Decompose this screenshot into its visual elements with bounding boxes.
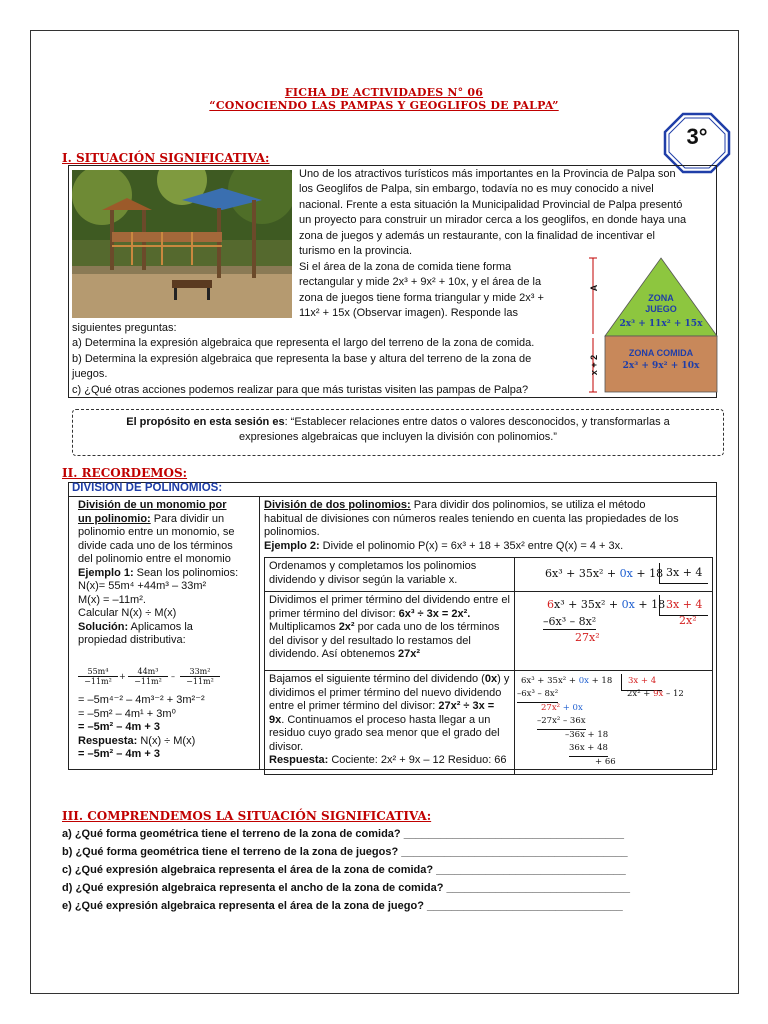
- height-label-a: A: [589, 284, 599, 292]
- math2-zero: 0x: [621, 598, 635, 611]
- solution-steps: [78, 694, 258, 762]
- math3-q-b: 9x: [653, 689, 664, 699]
- math1-zero: 0x: [619, 567, 633, 580]
- example1-row: [78, 567, 258, 581]
- step-c-answer-label: Respuesta:: [269, 754, 329, 766]
- frac1: [78, 667, 118, 686]
- step-c-bold: 0x: [484, 673, 498, 685]
- math3-q-c: – 12: [663, 689, 684, 699]
- mx-value: M(x) = –11m².: [78, 593, 146, 606]
- intro-line: nacional. Frente a esta situación la Municipalidad Provincial de Palpa presentó: [299, 198, 683, 211]
- step-b-2: Multiplicamos: [269, 621, 339, 633]
- monomial-title-2-row: [78, 513, 258, 527]
- table-row: [265, 558, 713, 592]
- math1-dividend-b: + 18: [632, 567, 664, 580]
- area-line: Si el área de la zona de comida tiene forma: [299, 261, 512, 273]
- question-line: a) Determina la expresión algebraica que representa el largo del terreno de la zona de comida.: [72, 337, 535, 350]
- math3-rem1: [541, 702, 583, 716]
- math2-sub: –6x³ – 8x²: [543, 615, 597, 628]
- math2-six: 6: [547, 598, 554, 611]
- section1-heading: I. SITUACIÓN SIGNIFICATIVA:: [62, 151, 270, 165]
- question-e: e) ¿Qué expresión algebraica representa el área de la zona de juego? ________________________________: [62, 900, 623, 912]
- answer-value: = –5m² – 4m + 3: [78, 748, 160, 760]
- intro-line: un proyecto para construir un mirador cerca a los geoglifos, en donde haya una: [299, 214, 687, 227]
- purpose-line1: [103, 415, 693, 430]
- monomial-section: [78, 499, 258, 648]
- polynomial-title-row: [264, 499, 714, 513]
- grade-label: 3°: [686, 124, 708, 149]
- plus-sign: +: [119, 672, 126, 681]
- polynomial-line: polinomios.: [264, 526, 320, 538]
- answer-row: [78, 735, 258, 749]
- monomial-desc: polinomio entre un monomio, se: [78, 526, 235, 538]
- math3-rem1a: 27x²: [541, 703, 561, 713]
- solution-text: Aplicamos la: [128, 620, 193, 633]
- worksheet-title: FICHA DE ACTIVIDADES N° 06: [284, 86, 484, 99]
- step-b-math: [515, 592, 713, 671]
- math1-dividend: [545, 567, 663, 581]
- worksheet-subtitle: “CONOCIENDO LAS PAMPAS Y GEOGLIFOS DE PALPA”: [209, 99, 559, 112]
- example2-text: Divide el polinomio P(x) = 6x³ + 18 + 35x² entre Q(x) = 4 + 3x.: [319, 539, 624, 552]
- divider: [68, 496, 717, 497]
- intro-line: Uno de los atractivos turísticos más importantes en la Provincia de Palpa son: [299, 168, 676, 180]
- solution-row: [78, 621, 258, 635]
- step-a-math: [515, 558, 713, 592]
- nx-value: N(x)= 55m⁴ +44m³ – 33m²: [78, 580, 207, 592]
- math3-r1: 6x³ + 35x² +: [521, 676, 579, 686]
- math2-row1: [547, 598, 665, 612]
- step2: = –5m² – 4m¹ + 3m⁰: [78, 707, 176, 720]
- purpose-label: El propósito en esta sesión es: [126, 416, 285, 428]
- math3-sub3: 36x + 48: [569, 742, 608, 757]
- frac3-den: −11m²: [180, 676, 220, 686]
- monomial-desc: divide cada uno de los términos: [78, 539, 233, 552]
- table-row: [265, 671, 713, 775]
- solution-label: Solución:: [78, 620, 129, 633]
- math3-quotient: [627, 688, 684, 702]
- example2-label: Ejemplo 2:: [264, 539, 320, 552]
- zona-comida-expr: 2x³ + 9x² + 10x: [622, 361, 700, 371]
- frac3: [180, 667, 220, 686]
- frac3-num: 33m²: [189, 667, 211, 676]
- purpose-line2: expresiones algebraicas que incluyen la división con polinomios.”: [239, 431, 557, 443]
- column-divider: [259, 497, 260, 770]
- frac1-den: −11m²: [78, 676, 118, 686]
- area-line: rectangular y mide 2x³ + 9x² + 10x, y el área de la: [299, 276, 542, 289]
- math2-divisor: 3x + 4: [659, 595, 708, 616]
- solution-line2: propiedad distributiva:: [78, 634, 186, 646]
- frac1-num: 55m⁴: [87, 667, 109, 676]
- monomial-title-1: División de un monomio por: [78, 499, 227, 511]
- step-b-bold3: 27x²: [398, 648, 421, 660]
- table-row: [265, 592, 713, 671]
- purpose-box: [72, 409, 724, 456]
- step-c-3: . Continuamos el proceso hasta llegar a un residuo cuyo grado sea menor que el grado del divisor.: [269, 713, 500, 753]
- math1-divisor: 3x + 4: [659, 563, 708, 584]
- question-b: b) ¿Qué forma geométrica tiene el terreno de la zona de juegos? _____________________________________: [62, 846, 628, 858]
- example2-row: [264, 540, 714, 554]
- step-a-text: Ordenamos y completamos los polinomios dividendo y divisor según la variable x.: [265, 558, 515, 592]
- minus-sign: –: [171, 672, 175, 681]
- frac2-num: 44m³: [137, 667, 159, 676]
- section3-heading: III. COMPRENDEMOS LA SITUACIÓN SIGNIFICATIVA:: [62, 809, 432, 823]
- step-b-3: por cada uno de los términos del divisor y del resultado lo restamos del dividendo. Así obtenemos: [269, 621, 500, 660]
- example1-text: Sean los polinomios:: [133, 566, 239, 579]
- zona-comida-label: ZONA COMIDA: [628, 348, 694, 358]
- math3-result: + 66: [595, 757, 616, 767]
- step-c-answer: Cociente: 2x² + 9x – 12 Residuo: 66: [328, 754, 507, 766]
- playground-photo: [72, 170, 292, 318]
- area-line: zona de juegos tiene forma triangular y mide 2x³ +: [299, 291, 544, 304]
- section2-heading: II. RECORDEMOS:: [62, 466, 188, 480]
- monomial-desc-inline: Para dividir un: [150, 512, 225, 525]
- math3-r1-end: + 18: [588, 676, 613, 686]
- math1-dividend-a: 6x³ + 35x² +: [545, 567, 620, 580]
- math3-row1: [521, 675, 612, 689]
- math3-rem1b: + 0x: [560, 703, 583, 713]
- question-line: siguientes preguntas:: [72, 322, 177, 334]
- math3-sub2: –27x² – 36x: [537, 715, 586, 730]
- math3-sub1: –6x³ – 8x²: [517, 688, 558, 703]
- math3-divisor: 3x + 4: [621, 674, 662, 691]
- question-c: c) ¿Qué expresión algebraica representa el área de la zona de comida? _______________________________: [62, 864, 626, 876]
- polynomial-line: habitual de divisiones con números reales teniendo en cuenta las propiedades de los: [264, 512, 679, 525]
- step-b-bold: 6x³ ÷ 3x = 2x².: [398, 607, 471, 620]
- step-b-bold2: 2x²: [338, 621, 355, 633]
- step-b-1: Dividimos el primer término del dividendo entre el primer término del divisor:: [269, 594, 510, 620]
- monomial-desc: del polinomio entre el monomio: [78, 553, 231, 565]
- step3: = –5m² – 4m + 3: [78, 721, 160, 733]
- monomial-title-2: un polinomio:: [78, 512, 151, 525]
- polynomial-title: División de dos polinomios:: [264, 499, 411, 511]
- purpose-text: : “Establecer relaciones entre datos o valores desconocidos, y transformarlas a: [284, 416, 670, 428]
- intro-line: los Geoglifos de Palpa, sin embargo, todavía no es muy conocido a nivel: [299, 183, 654, 196]
- fraction-row: [78, 667, 258, 691]
- example1-label: Ejemplo 1:: [78, 566, 134, 579]
- division-title: DIVISION DE POLINOMIOS:: [72, 482, 223, 494]
- math3-rem2: –36x + 18: [565, 730, 609, 740]
- step-c-1: Bajamos el siguiente término del dividendo (: [269, 673, 485, 685]
- math2-rem: 27x²: [575, 631, 600, 644]
- step-c-math: [515, 671, 713, 775]
- area-line: 11x² + 15x (Observar imagen). Responde las: [299, 307, 518, 320]
- questions-text: [72, 321, 582, 398]
- math2-quotient: 2x²: [679, 614, 697, 627]
- step-c-text: [265, 671, 515, 775]
- zona-juego-label-1: ZONA: [648, 293, 674, 303]
- answer-text: N(x) ÷ M(x): [137, 734, 196, 747]
- question-line: juegos.: [72, 368, 108, 381]
- math2-r1-end: + 18: [634, 598, 666, 611]
- zona-juego-expr: 2x³ + 11x² + 15x: [619, 319, 703, 329]
- area-text: [299, 260, 574, 322]
- question-line: c) ¿Qué otras acciones podemos realizar para que más turistas visiten las pampas de Palpa?: [72, 383, 529, 396]
- frac2: [128, 667, 168, 686]
- math3-q-a: 2x² +: [627, 689, 654, 699]
- intro-line: zona de juegos y además un restaurante, con la finalidad de incentivar el: [299, 229, 655, 242]
- question-line: b) Determina la expresión algebraica que representa la base y altura del terreno de la zona de: [72, 352, 532, 365]
- step-b-text: [265, 592, 515, 671]
- step-c-2: ) y dividimos el primer término del nuevo dividendo entre el primer término del divisor:: [269, 673, 510, 712]
- question-a: a) ¿Qué forma geométrica tiene el terreno de la zona de comida? ____________________________________: [62, 828, 624, 840]
- answer-label: Respuesta:: [78, 734, 138, 747]
- question-d: d) ¿Qué expresión algebraica representa el ancho de la zona de comida? ______________________________: [62, 882, 631, 894]
- zona-juego-label-2: JUEGO: [645, 304, 677, 314]
- intro-line: turismo en la provincia.: [299, 245, 413, 258]
- polynomial-intro: Para dividir dos polinomios, se utiliza el método: [410, 499, 646, 511]
- frac2-den: −11m²: [128, 676, 168, 686]
- step-c-bold2: 27x² ÷ 3x = 9x: [269, 700, 495, 726]
- division-steps-table: [264, 557, 713, 775]
- polynomial-section: [264, 499, 714, 553]
- math2-r1-rest: x³ + 35x² +: [554, 598, 622, 611]
- math3-zero: 0x: [578, 676, 589, 686]
- step1: = –5m⁴⁻² – 4m³⁻² + 3m²⁻²: [78, 694, 205, 706]
- situation-text: [299, 167, 718, 259]
- height-label-x2: x + 2: [589, 354, 599, 376]
- calc-text: Calcular N(x) ÷ M(x): [78, 607, 177, 619]
